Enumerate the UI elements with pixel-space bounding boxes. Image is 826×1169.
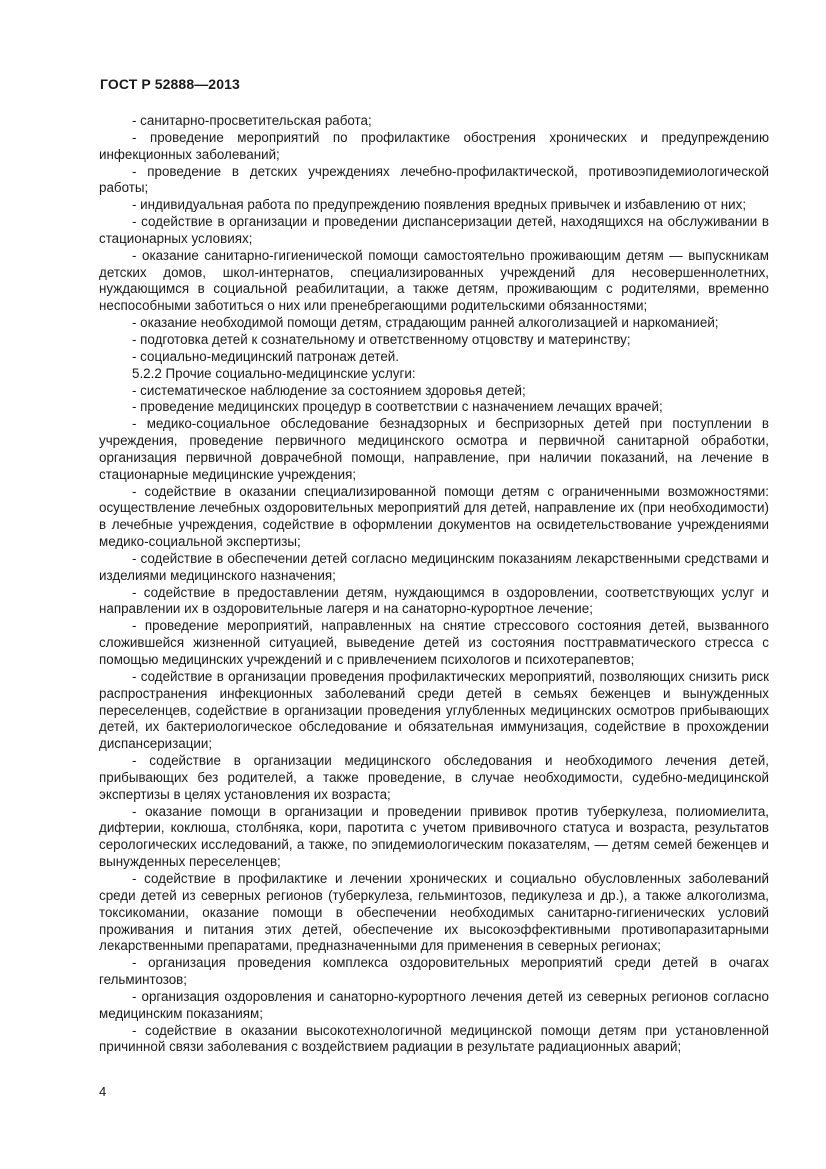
paragraph: - оказание помощи в организации и проведении прививок против туберкулеза, полиомиелита, дифтерии, коклюша, столбняка, кори, паротита с учетом прививочного статуса и возраста, результатов серологических исследований, а также, по эпидемиологическим показателям, — детям семей беженцев и вынужденных переселенцев;: [99, 803, 769, 870]
paragraph: - содействие в организации проведения профилактических мероприятий, позволяющих снизить риск распространения инфекционных заболеваний среди детей в семьях беженцев и вынужденных переселенцев, содействие в организации проведения углубленных медицинских осмотров прибывающих детей, их бактериологическое обследование и обязательная иммунизация, содействие в прохождении диспансеризации;: [99, 668, 769, 752]
document-body: [99, 113, 769, 1056]
paragraph: - организация проведения комплекса оздоровительных мероприятий среди детей в очагах гельминтозов;: [99, 955, 769, 988]
section-heading: 5.2.2 Прочие социально-медицинские услуги:: [132, 365, 416, 381]
paragraph: - санитарно-просветительская работа;: [132, 113, 372, 128]
paragraph: - социально-медицинский патронаж детей.: [132, 348, 399, 364]
paragraph: - проведение мероприятий, направленных на снятие стрессового состояния детей, вызванного сложившейся жизненной ситуацией, выведение детей из состояния посттравматического стресса с помощью медицинских учреждений и с привлечением психологов и психотерапевтов;: [99, 618, 769, 667]
paragraph: - индивидуальная работа по предупреждению появления вредных привычек и избавлению от них;: [132, 197, 747, 213]
page-number: 4: [99, 1084, 107, 1099]
paragraph: - содействие в организации и проведении диспансеризации детей, находящихся на обслуживании в стационарных условиях;: [99, 214, 769, 246]
paragraph: - оказание необходимой помощи детям, страдающим ранней алкоголизацией и наркоманией;: [132, 315, 719, 331]
paragraph: - оказание санитарно-гигиенической помощи самостоятельно проживающим детям — выпускникам детских домов, школ-интернатов, специализированных учреждений для несовершеннолетних, нуждающимся в социальной реабилитации, а также детям, проживающим с родителями, временно неспособными заботиться о них или пренебрегающими родительскими обязанностями;: [99, 247, 769, 314]
paragraph: - содействие в оказании высокотехнологичной медицинской помощи детям при установленной причинной связи заболевания с воздействием радиации в результате радиационных аварий;: [99, 1022, 769, 1055]
paragraph: - проведение мероприятий по профилактике обострения хронических и предупреждению инфекционных заболеваний;: [99, 129, 769, 162]
paragraph: - содействие в оказании специализированной помощи детям с ограниченными возможностями: осуществление лечебных оздоровительных мероприятий для детей, направление их (при необходимости) в лечебные учреждения, содействие в оформлении документов на освидетельствование учреждениями медико-социальной экспертизы;: [99, 483, 769, 550]
paragraph: - содействие в профилактике и лечении хронических и социально обусловленных заболеваний среди детей из северных регионов (туберкулеза, гельминтозов, педикулеза и др.), а также алкоголизма, токсикомании, оказание помощи в обеспечении необходимых санитарно-гигиенических условий проживания и питания этих детей, обеспечение их высокоэффективными противопаразитарными лекарственными препаратами, предназначенными для применения в северных регионах;: [99, 870, 769, 954]
document-header: ГОСТ Р 52888—2013: [100, 76, 240, 92]
paragraph: - подготовка детей к сознательному и ответственному отцовству и материнству;: [132, 331, 631, 347]
paragraph: - проведение в детских учреждениях лечебно-профилактической, противоэпидемиологической работы;: [99, 163, 769, 196]
paragraph: - систематическое наблюдение за состоянием здоровья детей;: [132, 382, 526, 398]
paragraph: - организация оздоровления и санаторно-курортного лечения детей из северных регионов согласно медицинским показаниям;: [99, 988, 769, 1021]
paragraph: - содействие в обеспечении детей согласно медицинским показаниям лекарственными средствами и изделиями медицинского назначения;: [99, 550, 769, 583]
paragraph: - проведение медицинских процедур в соответствии с назначением лечащих врачей;: [132, 399, 663, 415]
paragraph: - содействие в организации медицинского обследования и необходимого лечения детей, прибывающих без родителей, а также проведение, в случае необходимости, судебно-медицинской экспертизы в целях установления их возраста;: [99, 753, 769, 802]
paragraph: - содействие в предоставлении детям, нуждающимся в оздоровлении, соответствующих услуг и направлении их в оздоровительные лагеря и на санаторно-курортное лечение;: [99, 584, 769, 617]
paragraph: - медико-социальное обследование безнадзорных и беспризорных детей при поступлении в учреждения, проведение первичного медицинского осмотра и первичной санитарной обработки, организация первичной доврачебной помощи, направление, при наличии показаний, на лечение в стационарные медицинские учреждения;: [99, 416, 769, 482]
